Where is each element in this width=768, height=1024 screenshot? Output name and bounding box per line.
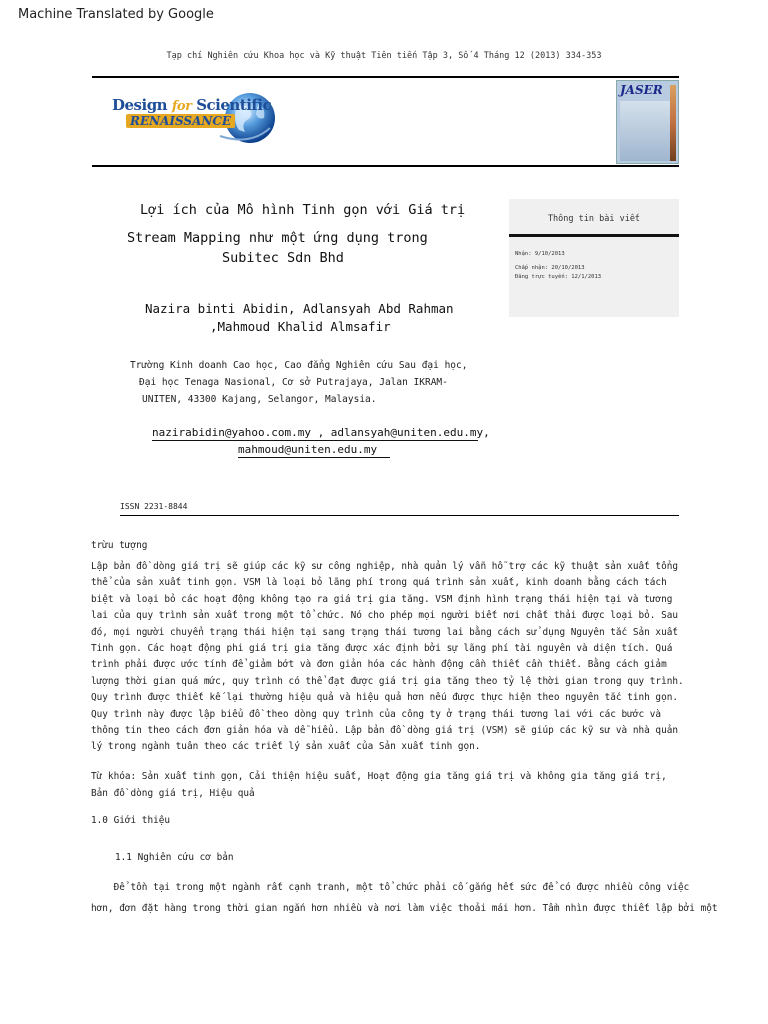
header-top-rule (92, 76, 679, 78)
cover-spine-stripe (670, 85, 676, 161)
article-info-heading: Thông tin bài viết (547, 214, 641, 224)
cover-title: JASER (620, 83, 663, 97)
email-underline-1 (152, 440, 478, 441)
abstract-line-2: thể của sản xuất tinh gọn. VSM là loại bỏ lãng phí trong quá trình sản xuất, kinh doanh bằng cách tách (91, 577, 667, 588)
journal-cover-thumbnail (616, 80, 679, 164)
abstract-line-11: thông tin theo cách đơn giản hóa và dễ hiểu. Lập bản đồ dòng giá trị (VSM) sẽ giúp các kỹ sư và nhà quản (91, 725, 678, 736)
cover-band (620, 101, 670, 161)
abstract-line-10: Quy trình này được lập biểu đồ theo dòng quy trình của công ty ở trạng thái tương lai với các bước và (91, 709, 662, 720)
logo-for-text: for (171, 99, 192, 114)
abstract-line-6: Tinh gọn. Các hoạt động phi giá trị gia tăng được xác định bởi sự lãng phí tài nguyên và diện tích. Quá (91, 643, 673, 654)
intro-line-2: hơn, đơn đặt hàng trong thời gian ngắn hơn nhiều và nơi làm việc thoải mái hơn. Tầm nhìn được thiết lập bởi một (91, 903, 718, 914)
email-line-1[interactable]: nazirabidin@yahoo.com.my , adlansyah@uniten.edu.my, (152, 426, 490, 439)
abstract-line-7: trình phải được ước tính để giảm bớt và đơn giản hóa các hành động cần thiết cần thiết. Bằng cách giảm (91, 659, 667, 670)
article-info-rule (509, 234, 679, 237)
logo-renaissance-text: RENAISSANCE (126, 114, 235, 128)
email-underline-2 (238, 457, 390, 458)
email-line-2[interactable]: mahmoud@uniten.edu.my (238, 443, 378, 456)
abstract-line-12: lý trong ngành tuân theo các triết lý sản xuất của Sản xuất tinh gọn. (91, 741, 481, 752)
abstract-line-1: Lập bản đồ dòng giá trị sẽ giúp các kỹ sư công nghiệp, nhà quản lý vẫn hỗ trợ các kỹ thuật sản xuất tổng (91, 561, 678, 572)
article-info-box (509, 199, 679, 317)
abstract-heading: trừu tượng (91, 540, 148, 551)
keywords-line-1: Từ khóa: Sản xuất tinh gọn, Cải thiện hiệu suất, Hoạt động gia tăng giá trị và không gia tăng giá trị, (91, 771, 667, 782)
article-title-line-2: Stream Mapping như một ứng dụng trong (127, 230, 428, 246)
online-date: Đăng trực tuyến: 12/1/2013 (515, 274, 602, 280)
issn-number: ISSN 2231-8844 (120, 502, 188, 511)
abstract-line-4: lai của quy trình sản xuất trong một tổ chức. Nó cho phép mọi người biết nơi chất thải được loại bỏ. Sau (91, 610, 678, 621)
accepted-date: Chấp nhận: 20/10/2013 (515, 265, 585, 271)
section-heading-introduction: 1.0 Giới thiệu (91, 815, 171, 826)
abstract-line-3: biệt và loại bỏ các hoạt động không tạo ra giá trị gia tăng. VSM định hình trạng thái hiện tại và tương (91, 594, 673, 605)
article-title-line-1: Lợi ích của Mô hình Tinh gọn với Giá trị (140, 202, 466, 218)
abstract-line-5: đó, mọi người chuyển trạng thái hiện tại sang trạng thái tương lai bằng cách sử dụng Nguyên tắc Sản xuất (91, 627, 678, 638)
logo-design-text: Design (112, 96, 168, 114)
journal-logo (112, 90, 277, 150)
article-title-line-3: Subitec Sdn Bhd (222, 250, 344, 266)
header-bottom-rule (92, 165, 679, 167)
authors-line-1: Nazira binti Abidin, Adlansyah Abd Rahman (145, 301, 454, 316)
abstract-line-9: Quy trình được thiết kế lại thường hiệu quả và hiệu quả hơn nếu được thực hiện theo nguyên tắc tinh gọn. (91, 692, 678, 703)
journal-citation: Tạp chí Nghiên cứu Khoa học và Kỹ thuật Tiên tiến Tập 3, Số 4 Tháng 12 (2013) 334-353 (166, 51, 602, 61)
affiliation-line-3: UNITEN, 43300 Kajang, Selangor, Malaysia. (142, 394, 377, 405)
authors-line-2: ,Mahmoud Khalid Almsafir (210, 319, 391, 334)
machine-translation-label: Machine Translated by Google (18, 7, 214, 22)
received-date: Nhận: 9/10/2013 (515, 251, 565, 257)
logo-scientific-text: Scientific (196, 96, 272, 114)
subsection-heading-background: 1.1 Nghiên cứu cơ bản (115, 852, 234, 863)
keywords-line-2: Bản đồ dòng giá trị, Hiệu quả (91, 788, 255, 799)
intro-line-1: Để tồn tại trong một ngành rất cạnh tranh, một tổ chức phải cố gắng hết sức để có được nhiều công việc (91, 882, 690, 893)
abstract-line-8: lượng thời gian quá mức, quy trình có thể đạt được giá trị gia tăng theo tỷ lệ thời gian trong quy trình. (91, 676, 684, 687)
affiliation-line-2: Đại học Tenaga Nasional, Cơ sở Putrajaya, Jalan IKRAM- (139, 377, 448, 388)
affiliation-line-1: Trường Kinh doanh Cao học, Cao đẳng Nghiên cứu Sau đại học, (130, 360, 468, 371)
issn-rule (120, 515, 679, 516)
